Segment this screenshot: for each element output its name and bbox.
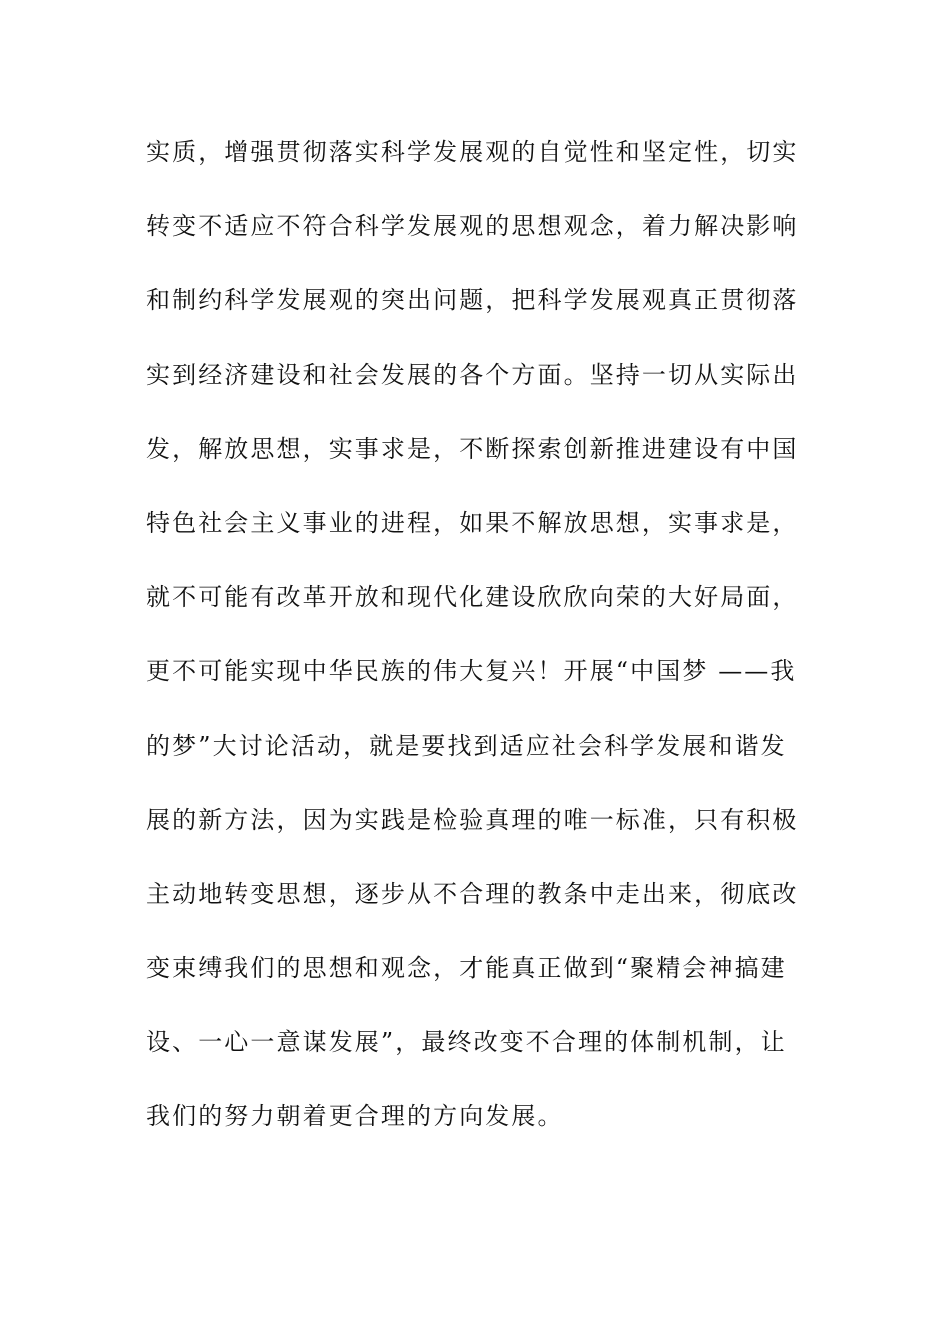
text-line-14: 我们的努力朝着更合理的方向发展。 xyxy=(146,1102,564,1131)
body-paragraph xyxy=(146,128,806,1167)
text-line-8: 更不可能实现中华民族的伟大复兴！开展“中国梦 ——我 xyxy=(146,657,797,686)
text-line-5: 发，解放思想，实事求是，不断探索创新推进建设有中国 xyxy=(146,434,799,463)
text-line-10: 展的新方法，因为实践是检验真理的唯一标准，只有积极 xyxy=(146,805,799,834)
text-line-11: 主动地转变思想，逐步从不合理的教条中走出来，彻底改 xyxy=(146,879,799,908)
text-line-3: 和制约科学发展观的突出问题，把科学发展观真正贯彻落 xyxy=(146,286,799,315)
text-line-2: 转变不适应不符合科学发展观的思想观念，着力解决影响 xyxy=(146,212,799,241)
text-line-1: 实质，增强贯彻落实科学发展观的自觉性和坚定性，切实 xyxy=(146,138,799,166)
text-line-6: 特色社会主义事业的进程，如果不解放思想，实事求是， xyxy=(146,508,799,537)
text-line-13: 设、一心一意谋发展”，最终改变不合理的体制机制，让 xyxy=(146,1028,787,1057)
text-line-12: 变束缚我们的思想和观念，才能真正做到“聚精会神搞建 xyxy=(146,954,787,983)
text-line-9: 的梦”大讨论活动，就是要找到适应社会科学发展和谐发 xyxy=(146,731,787,760)
text-line-4: 实到经济建设和社会发展的各个方面。坚持一切从实际出 xyxy=(146,360,799,389)
text-line-7: 就不可能有改革开放和现代化建设欣欣向荣的大好局面， xyxy=(146,583,799,612)
